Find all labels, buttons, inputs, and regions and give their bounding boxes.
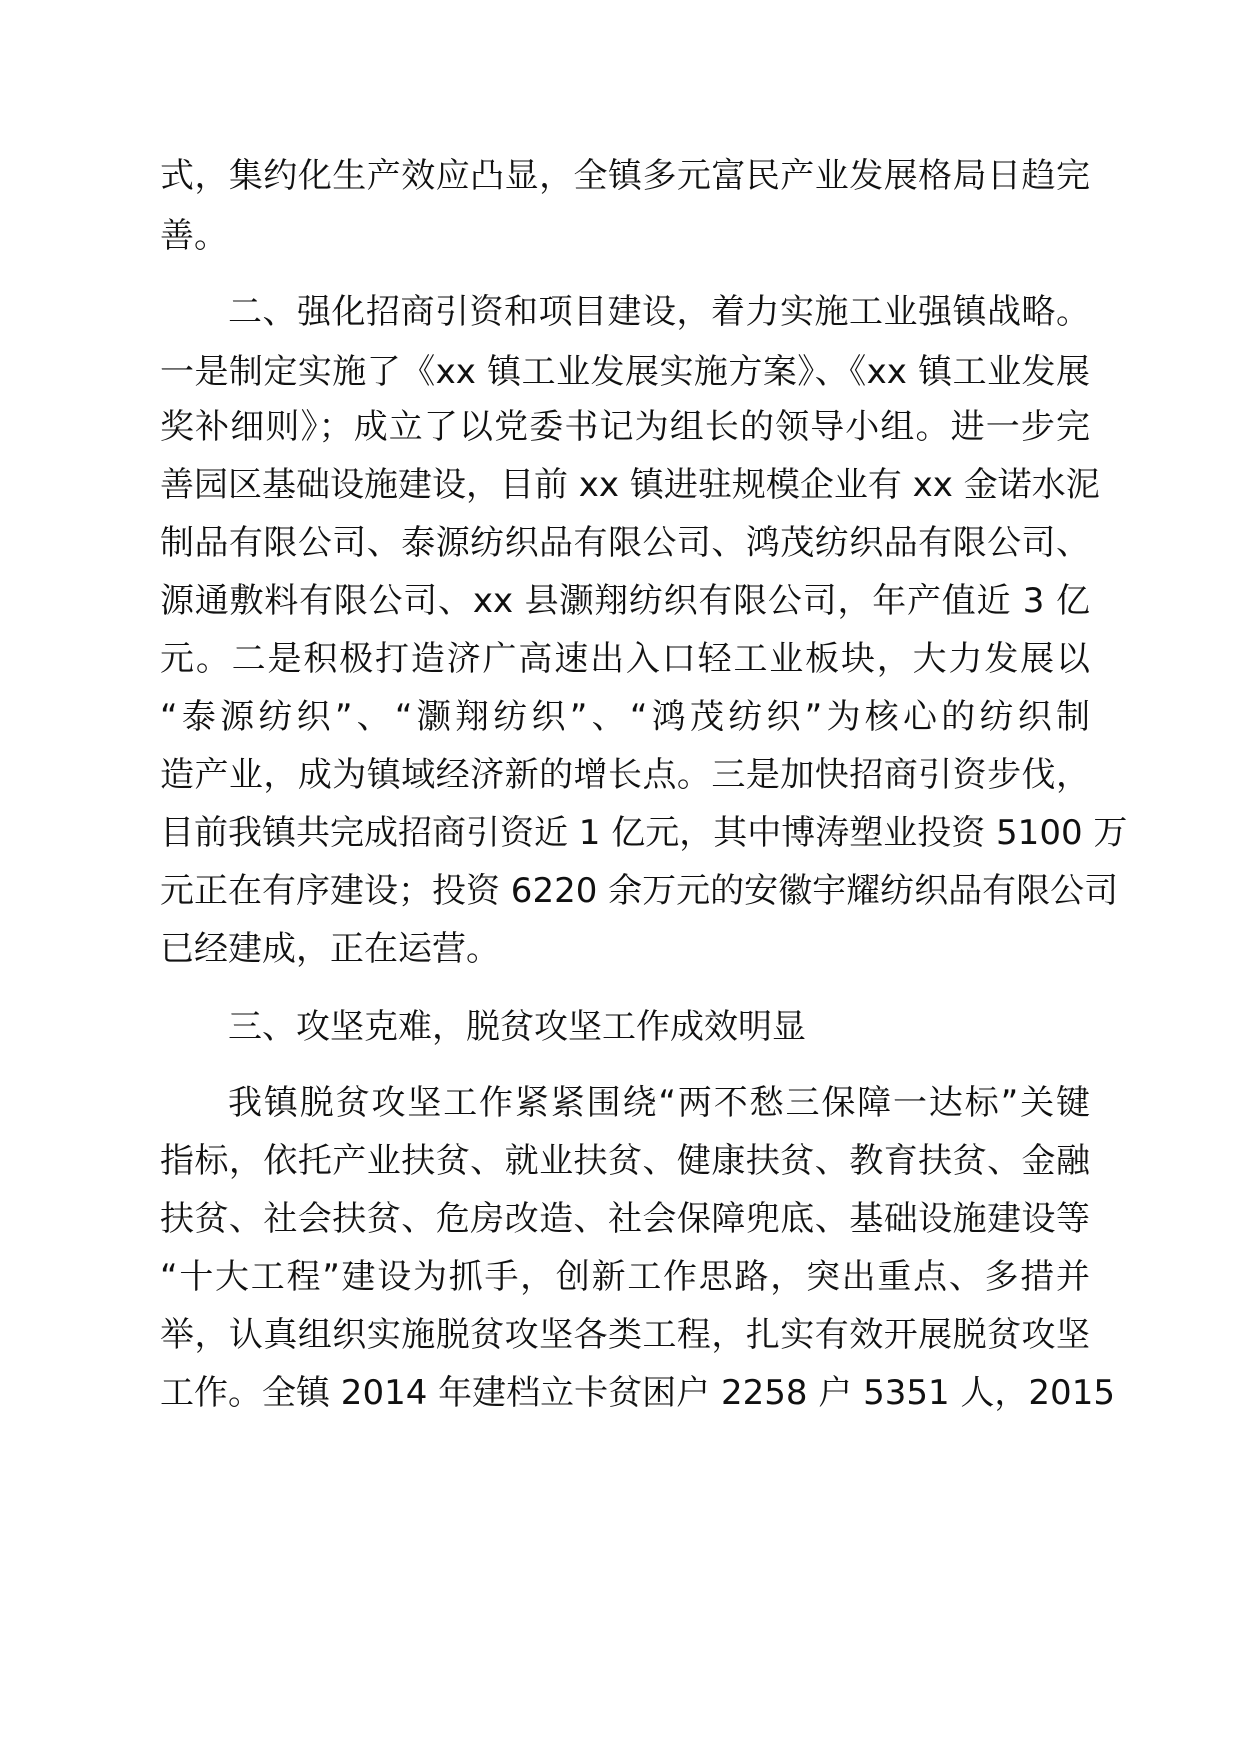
text-line: 源通敷料有限公司、xx 县灏翔纺织有限公司，年产值近 3 亿 [160, 581, 1090, 621]
text-line: 指标，依托产业扶贫、就业扶贫、健康扶贫、教育扶贫、金融 [160, 1141, 1090, 1181]
section-heading: 二、强化招商引资和项目建设，着力实施工业强镇战略。 [228, 292, 1090, 332]
text-line: 扶贫、社会扶贫、危房改造、社会保障兜底、基础设施建设等 [160, 1199, 1090, 1239]
text-line: 已经建成，正在运营。 [160, 929, 500, 969]
text-line: 元。二是积极打造济广高速出入口轻工业板块，大力发展以 [160, 639, 1090, 679]
text-line: 造产业，成为镇域经济新的增长点。三是加快招商引资步伐， [160, 755, 1090, 795]
text-line: 目前我镇共完成招商引资近 1 亿元，其中博涛塑业投资 5100 万 [160, 813, 1128, 853]
text-line: 制品有限公司、泰源纺织品有限公司、鸿茂纺织品有限公司、 [160, 523, 1090, 563]
text-line: 元正在有序建设；投资 6220 余万元的安徽宇耀纺织品有限公司 [160, 871, 1119, 911]
text-line: 式，集约化生产效应凸显，全镇多元富民产业发展格局日趋完 [160, 156, 1090, 196]
text-line: 我镇脱贫攻坚工作紧紧围绕“两不愁三保障一达标”关键 [228, 1083, 1090, 1123]
text-line: 善园区基础设施建设，目前 xx 镇进驻规模企业有 xx 金诺水泥 [160, 465, 1100, 505]
section-heading: 三、攻坚克难，脱贫攻坚工作成效明显 [228, 1007, 806, 1047]
text-line: 举，认真组织实施脱贫攻坚各类工程，扎实有效开展脱贫攻坚 [160, 1315, 1090, 1355]
text-line: 工作。全镇 2014 年建档立卡贫困户 2258 户 5351 人，2015 [160, 1373, 1115, 1413]
text-line: “泰源纺织”、“灏翔纺织”、“鸿茂纺织”为核心的纺织制 [160, 697, 1090, 737]
text-line: 善。 [160, 216, 228, 256]
text-line: 一是制定实施了《xx 镇工业发展实施方案》、《xx 镇工业发展 [160, 352, 1090, 392]
text-line: 奖补细则》；成立了以党委书记为组长的领导小组。进一步完 [160, 407, 1090, 447]
text-line: “十大工程”建设为抓手，创新工作思路，突出重点、多措并 [160, 1257, 1090, 1297]
